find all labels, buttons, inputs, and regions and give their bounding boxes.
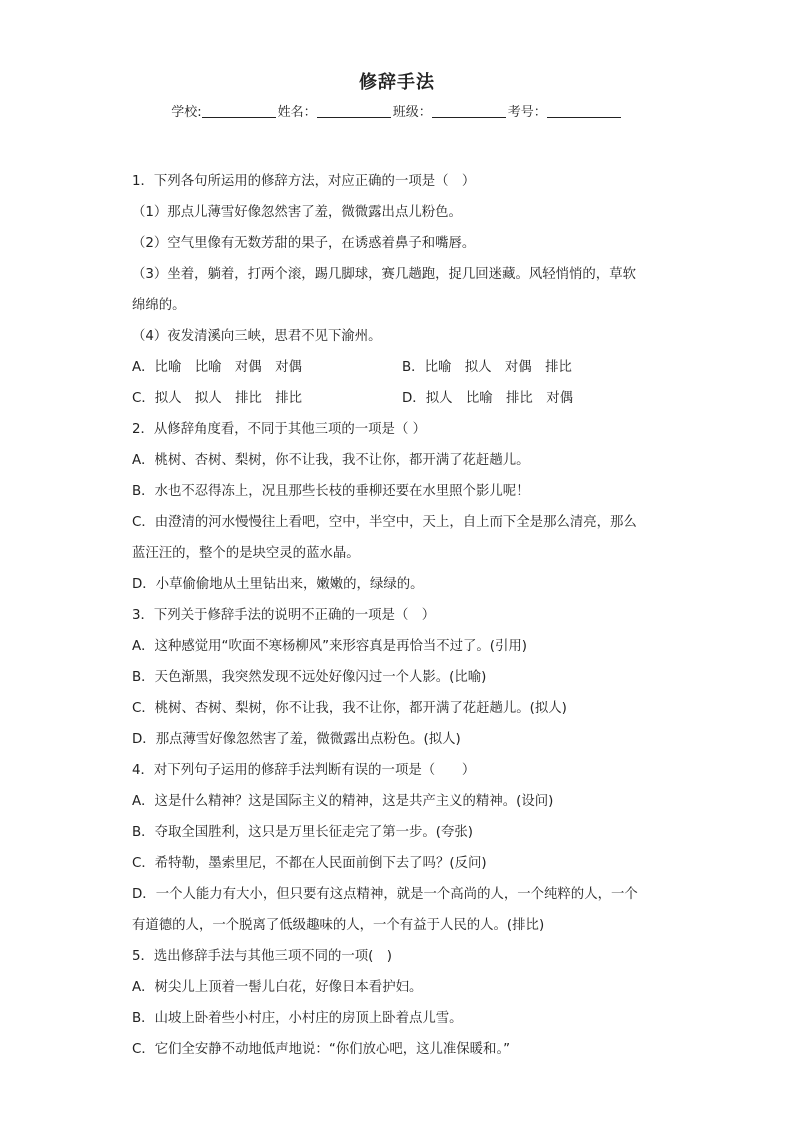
question-4-option-b[interactable]: B．夺取全国胜利，这只是万里长征走完了第一步。(夸张)	[132, 825, 474, 840]
name-label: 姓名：	[277, 105, 317, 120]
question-4-option-d[interactable]: D．一个人能力有大小，但只要有这点精神，就是一个高尚的人，一个纯粹的人，一个	[132, 887, 638, 902]
question-5-stem: 5．选出修辞手法与其他三项不同的一项( )	[132, 949, 392, 964]
question-1-option-d[interactable]: D．拟人 比喻 排比 对偶	[402, 391, 573, 406]
question-1-stem: 1．下列各句所运用的修辞方法，对应正确的一项是（ ）	[132, 174, 476, 189]
question-2-option-a[interactable]: A．桃树、杏树、梨树，你不让我，我不让你，都开满了花赶趟儿。	[132, 453, 530, 468]
question-1-sentence-3: （3）坐着，躺着，打两个滚，踢几脚球，赛几趟跑，捉几回迷藏。风轻悄悄的，草软	[132, 267, 636, 282]
question-1-options-row-2	[132, 383, 672, 414]
question-3-stem: 3．下列关于修辞手法的说明不正确的一项是（ ）	[132, 608, 436, 623]
question-1-option-c[interactable]: C．拟人 拟人 排比 排比	[132, 391, 303, 406]
question-2-option-c[interactable]: C．由澄清的河水慢慢往上看吧，空中，半空中，天上，自上而下全是那么清亮，那么	[132, 515, 637, 530]
class-blank[interactable]	[432, 105, 506, 118]
question-list	[132, 166, 672, 1065]
question-4-option-a[interactable]: A．这是什么精神？这是国际主义的精神，这是共产主义的精神。(设问)	[132, 794, 554, 809]
question-3-option-b[interactable]: B．天色渐黑，我突然发现不远处好像闪过一个人影。(比喻)	[132, 670, 487, 685]
question-1-options-row-1	[132, 352, 672, 383]
question-3-option-a[interactable]: A．这种感觉用“吹面不寒杨柳风”来形容真是再恰当不过了。(引用)	[132, 639, 528, 654]
question-5-option-b[interactable]: B．山坡上卧着些小村庄，小村庄的房顶上卧着点儿雪。	[132, 1011, 463, 1026]
question-5-option-c[interactable]: C．它们全安静不动地低声地说：“你们放心吧，这儿准保暖和。”	[132, 1042, 511, 1057]
question-2-stem: 2．从修辞角度看，不同于其他三项的一项是（ ）	[132, 422, 426, 437]
class-label: 班级：	[392, 105, 432, 120]
question-2-option-b[interactable]: B．水也不忍得冻上，况且那些长枝的垂柳还要在水里照个影儿呢！	[132, 484, 530, 499]
school-label: 学校:	[171, 105, 202, 120]
question-2-option-c-cont[interactable]: 蓝汪汪的，整个的是块空灵的蓝水晶。	[132, 546, 360, 561]
question-4-option-d-cont[interactable]: 有道德的人，一个脱离了低级趣味的人，一个有益于人民的人。(排比)	[132, 918, 545, 933]
question-5-option-a[interactable]: A．树尖儿上顶着一髻儿白花，好像日本看护妇。	[132, 980, 423, 995]
question-1-option-a[interactable]: A．比喻 比喻 对偶 对偶	[132, 360, 302, 375]
name-blank[interactable]	[317, 105, 391, 118]
question-1-option-b[interactable]: B．比喻 拟人 对偶 排比	[402, 360, 572, 375]
question-4-stem: 4．对下列句子运用的修辞手法判断有误的一项是（ ）	[132, 763, 476, 778]
exam-number-blank[interactable]	[547, 105, 621, 118]
page-title: 修辞手法	[359, 72, 435, 93]
question-2-option-d[interactable]: D．小草偷偷地从土里钻出来，嫩嫩的，绿绿的。	[132, 577, 424, 592]
question-1-sentence-4: （4）夜发清溪向三峡，思君不见下渝州。	[132, 329, 382, 344]
question-3-option-d[interactable]: D．那点薄雪好像忽然害了羞，微微露出点粉色。(拟人)	[132, 732, 461, 747]
question-3-option-c[interactable]: C．桃树、杏树、梨树，你不让我，我不让你，都开满了花赶趟儿。(拟人)	[132, 701, 567, 716]
question-1-sentence-3-cont: 绵绵的。	[132, 298, 186, 313]
school-blank[interactable]	[202, 105, 276, 118]
question-1-sentence-2: （2）空气里像有无数芳甜的果子，在诱惑着鼻子和嘴唇。	[132, 236, 476, 251]
question-4-option-c[interactable]: C．希特勒，墨索里尼，不都在人民面前倒下去了吗？(反问)	[132, 856, 487, 871]
question-1-sentence-1: （1）那点儿薄雪好像忽然害了羞，微微露出点儿粉色。	[132, 205, 462, 220]
student-info-line	[0, 101, 794, 120]
exam-number-label: 考号：	[507, 105, 547, 120]
